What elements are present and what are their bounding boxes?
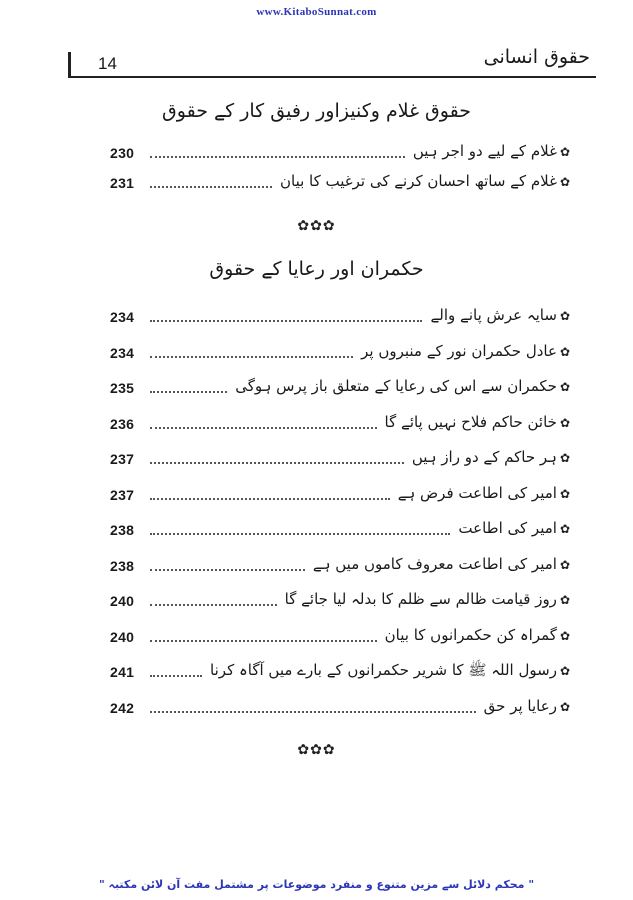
toc-entry <box>110 306 570 332</box>
toc-entry-text <box>454 519 570 537</box>
toc-entry-label: عادل حکمران نور کے منبروں پر <box>361 341 557 360</box>
dot-leader <box>150 498 390 500</box>
toc-entry <box>110 342 570 368</box>
footer-note: " محکم دلائل سے مزین متنوع و منفرد موضوعات پر مشتمل مفت آن لائن مکتبہ " <box>98 878 535 891</box>
section-heading-servants: حقوق غلام وکنیزاور رفیق کار کے حقوق <box>162 100 471 122</box>
flower-bullet-icon: ✿ <box>559 145 570 159</box>
toc-entry <box>110 413 570 439</box>
toc-entry-label: رسول اللہ ﷺ کا شریر حکمرانوں کے بارے میں آگاہ کرنا <box>210 661 557 679</box>
toc-entry <box>110 697 570 723</box>
toc-entry-label: امیر کی اطاعت <box>458 519 557 537</box>
toc-entry-label: روز قیامت ظالم سے ظلم کا بدلہ لیا جائے گا <box>284 590 557 608</box>
flower-bullet-icon: ✿ <box>559 664 570 678</box>
toc-page-number: 237 <box>110 451 135 467</box>
header-vertical-rule <box>68 52 71 78</box>
toc-entry-label: ہر حاکم کے دو راز ہیں <box>411 448 557 466</box>
flower-bullet-icon: ✿ <box>559 344 570 359</box>
toc-page-number: 237 <box>110 486 135 503</box>
toc-entry-text <box>394 484 570 502</box>
toc-page-number: 241 <box>110 664 135 680</box>
ornament-divider: ✿✿✿ <box>297 742 336 758</box>
toc-entry-label: گمراہ کن حکمرانوں کا بیان <box>384 625 557 644</box>
dot-leader <box>150 604 277 606</box>
section-heading-rulers: حکمران اور رعایا کے حقوق <box>209 258 424 280</box>
toc-entry-label: امیر کی اطاعت فرض ہے <box>397 483 557 502</box>
toc-entry-label: حکمران سے اس کی رعایا کے متعلق باز پرس ہوگی <box>235 377 557 395</box>
toc-entry-label: غلام کے لیے دو اجر ہیں <box>412 142 557 160</box>
dot-leader <box>150 675 202 677</box>
toc-entry <box>110 555 570 581</box>
toc-entry-text <box>281 590 570 608</box>
page-number: 14 <box>98 54 117 73</box>
toc-entry-text <box>381 413 570 431</box>
ornament-divider: ✿✿✿ <box>297 218 336 234</box>
toc-page-number: 236 <box>110 415 135 432</box>
dot-leader <box>150 391 227 393</box>
toc-page-number: 238 <box>110 522 135 538</box>
toc-entry-text <box>427 306 571 324</box>
toc-entry-text <box>276 172 570 190</box>
toc-entry <box>110 484 570 510</box>
toc-entry-text <box>381 626 570 644</box>
flower-bullet-icon: ✿ <box>559 175 570 189</box>
dot-leader <box>150 320 422 322</box>
flower-bullet-icon: ✿ <box>559 415 570 430</box>
toc-entry-text <box>231 377 570 395</box>
toc-entry-text <box>409 142 570 160</box>
site-url[interactable]: www.KitaboSunnat.com <box>256 6 377 18</box>
dot-leader <box>150 640 377 642</box>
dot-leader <box>150 462 404 464</box>
toc-page-number: 230 <box>110 145 135 161</box>
toc-entry <box>110 448 570 474</box>
flower-bullet-icon: ✿ <box>559 628 570 643</box>
toc-page-number: 234 <box>110 309 135 325</box>
toc-page-number: 240 <box>110 628 135 645</box>
dot-leader <box>150 356 353 358</box>
flower-bullet-icon: ✿ <box>559 451 570 465</box>
toc-page-number: 231 <box>110 175 135 191</box>
toc-entry <box>110 626 570 652</box>
toc-entry <box>110 519 570 545</box>
dot-leader <box>150 427 377 429</box>
toc-entry <box>110 142 570 168</box>
toc-entry-text <box>480 697 570 715</box>
header-rule <box>68 76 596 78</box>
toc-entry-label: امیر کی اطاعت معروف کاموں میں ہے <box>312 554 557 573</box>
toc-page-number: 235 <box>110 380 135 396</box>
toc-entry <box>110 661 570 687</box>
toc-entry-text <box>357 342 570 360</box>
toc-entry <box>110 590 570 616</box>
toc-entry-text <box>206 661 570 683</box>
flower-bullet-icon: ✿ <box>559 380 570 394</box>
toc-entry-label: خائن حاکم فلاح نہیں پائے گا <box>384 412 557 431</box>
dot-leader <box>150 533 450 535</box>
toc-entry-label: سایہ عرش پانے والے <box>430 306 557 324</box>
toc-entry-label: غلام کے ساتھ احسان کرنے کی ترغیب کا بیان <box>280 172 557 190</box>
toc-entry-text <box>408 448 570 466</box>
dot-leader <box>150 156 405 158</box>
toc-entry <box>110 377 570 403</box>
flower-bullet-icon: ✿ <box>559 557 570 572</box>
flower-bullet-icon: ✿ <box>559 486 570 501</box>
page-header <box>68 40 596 78</box>
toc-page-number: 242 <box>110 699 135 716</box>
toc-entry <box>110 172 570 198</box>
flower-bullet-icon: ✿ <box>559 309 570 323</box>
book-title: حقوق انسانی <box>483 46 590 68</box>
toc-page-number: 238 <box>110 557 135 574</box>
toc-entry-label: رعایا پر حق <box>483 696 557 715</box>
dot-leader <box>150 186 272 188</box>
flower-bullet-icon: ✿ <box>559 522 570 536</box>
dot-leader <box>150 569 305 571</box>
flower-bullet-icon: ✿ <box>559 699 570 714</box>
toc-page-number: 234 <box>110 344 135 361</box>
toc-page-number: 240 <box>110 593 135 609</box>
toc-entry-text <box>309 555 570 573</box>
flower-bullet-icon: ✿ <box>559 593 570 607</box>
dot-leader <box>150 711 476 713</box>
